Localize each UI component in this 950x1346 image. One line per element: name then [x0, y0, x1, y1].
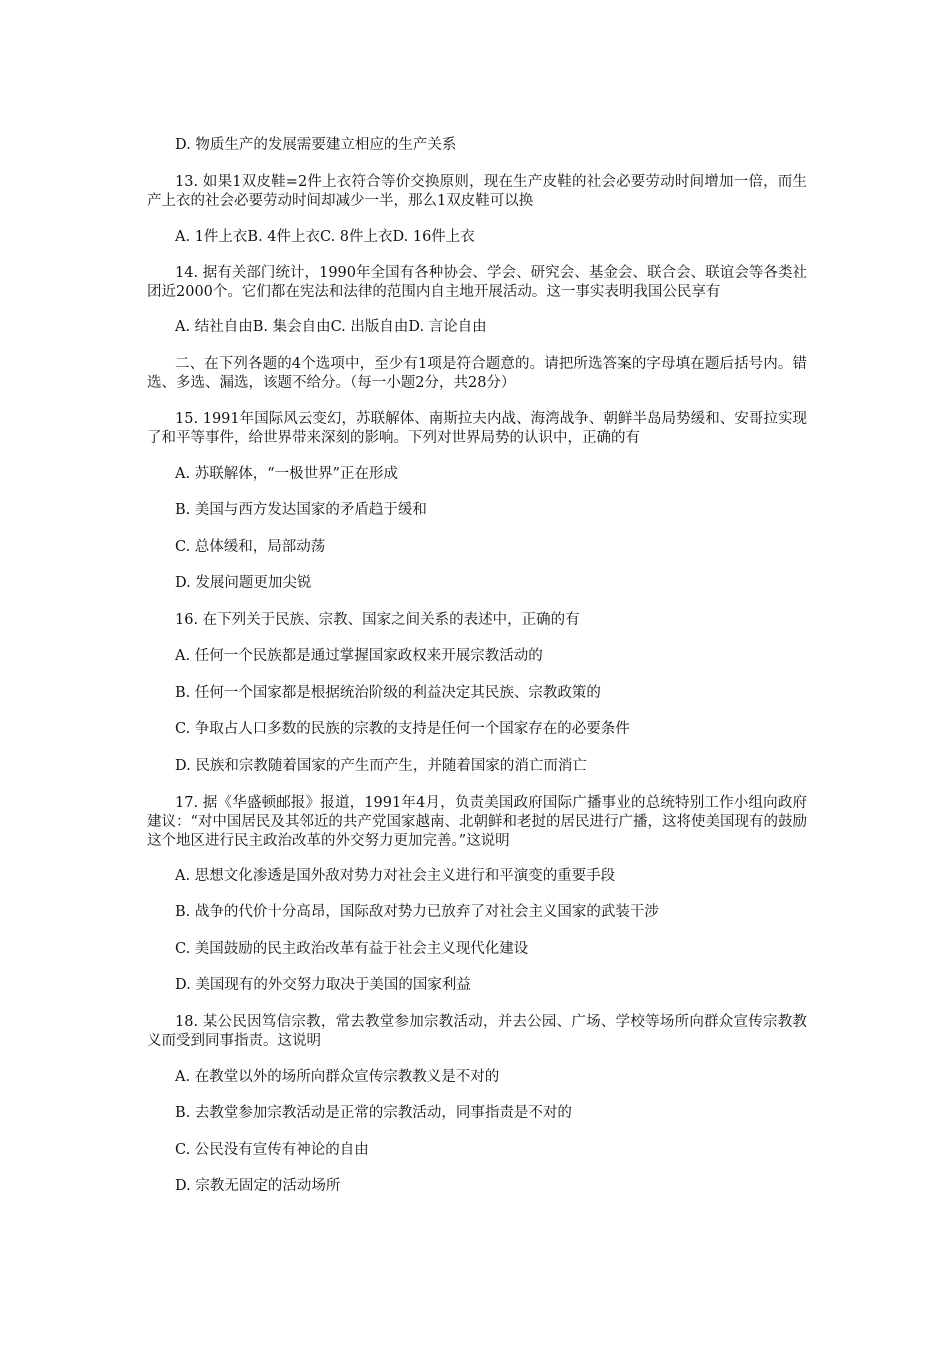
q17-option-a: A. 思想文化渗透是国外敌对势力对社会主义进行和平演变的重要手段 [175, 868, 616, 884]
q18-option-d: D. 宗教无固定的活动场所 [175, 1178, 341, 1194]
q16-option-a: A. 任何一个民族都是通过掌握国家政权来开展宗教活动的 [175, 648, 543, 664]
q15-stem: 15. 1991年国际风云变幻，苏联解体、南斯拉夫内战、海湾战争、朝鲜半岛局势缓和、安哥拉实现了和平等事件，给世界带来深刻的影响。下列对世界局势的认识中，正确的有 [147, 411, 807, 446]
q17-option-d: D. 美国现有的外交努力取决于美国的国家利益 [175, 977, 471, 993]
q18-option-b: B. 去教堂参加宗教活动是正常的宗教活动，同事指责是不对的 [175, 1105, 572, 1121]
q15-option-d: D. 发展问题更加尖锐 [175, 575, 312, 591]
q16-option-c: C. 争取占人口多数的民族的宗教的支持是任何一个国家存在的必要条件 [175, 721, 630, 737]
q17-option-c: C. 美国鼓励的民主政治改革有益于社会主义现代化建设 [175, 941, 529, 957]
q15-option-b: B. 美国与西方发达国家的矛盾趋于缓和 [175, 502, 427, 518]
q18-stem: 18. 某公民因笃信宗教，常去教堂参加宗教活动，并去公园、广场、学校等场所向群众宣传宗教教义而受到同事指责。这说明 [147, 1014, 807, 1049]
q14-options: A. 结社自由B. 集会自由C. 出版自由D. 言论自由 [175, 319, 487, 335]
q15-option-a: A. 苏联解体，“一极世界”正在形成 [175, 466, 399, 482]
q14-stem: 14. 据有关部门统计，1990年全国有各种协会、学会、研究会、基金会、联合会、联谊会等各类社团近2000个。它们都在宪法和法律的范围内自主地开展活动。这一事实表明我国公民享有 [147, 265, 807, 300]
q17-option-b: B. 战争的代价十分高昂，国际敌对势力已放弃了对社会主义国家的武装干涉 [175, 904, 659, 920]
q17-stem: 17. 据《华盛顿邮报》报道，1991年4月，负责美国政府国际广播事业的总统特别工作小组向政府建议：“对中国居民及其邻近的共产党国家越南、北朝鲜和老挝的居民进行广播，这将使美国现有的鼓励这个地区进行民主政治改革的外交努力更加完善。”这说明 [147, 795, 807, 849]
q13-options: A. 1件上衣B. 4件上衣C. 8件上衣D. 16件上衣 [175, 229, 475, 245]
q16-option-d: D. 民族和宗教随着国家的产生而产生，并随着国家的消亡而消亡 [175, 758, 587, 774]
q18-option-c: C. 公民没有宣传有神论的自由 [175, 1142, 369, 1158]
q12-option-d: D. 物质生产的发展需要建立相应的生产关系 [175, 137, 457, 153]
q13-stem: 13. 如果1双皮鞋=2件上衣符合等价交换原则，现在生产皮鞋的社会必要劳动时间增加一倍，而生产上衣的社会必要劳动时间却减少一半，那么1双皮鞋可以换 [147, 174, 807, 209]
q16-option-b: B. 任何一个国家都是根据统治阶级的利益决定其民族、宗教政策的 [175, 685, 601, 701]
q16-stem: 16. 在下列关于民族、宗教、国家之间关系的表述中，正确的有 [175, 612, 580, 628]
section2-instructions: 二、在下列各题的4个选项中，至少有1项是符合题意的。请把所选答案的字母填在题后括号内。错选、多选、漏选，该题不给分。（每一小题2分，共28分） [147, 356, 807, 391]
q15-option-c: C. 总体缓和，局部动荡 [175, 539, 326, 555]
q18-option-a: A. 在教堂以外的场所向群众宣传宗教教义是不对的 [175, 1069, 500, 1085]
